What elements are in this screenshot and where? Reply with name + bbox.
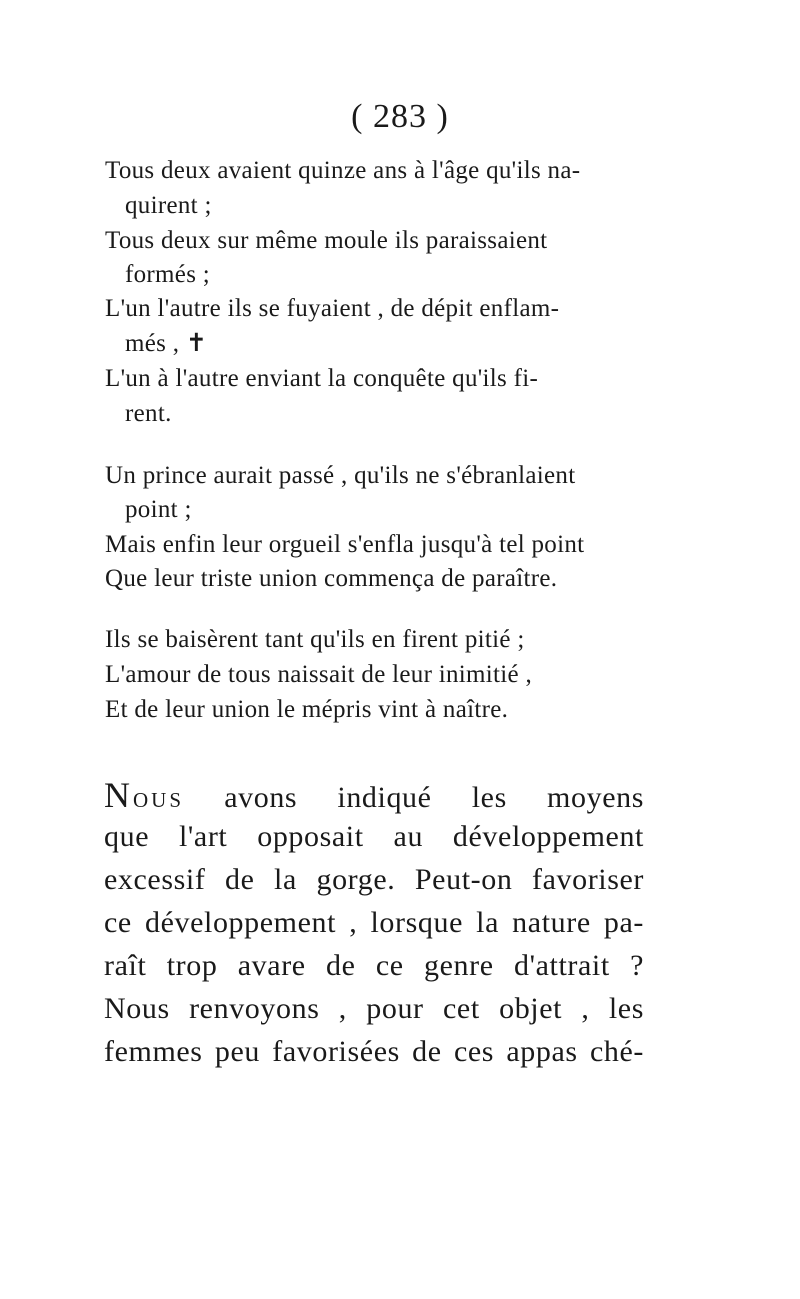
verse-line-continuation: formés ;: [125, 261, 211, 288]
opening-drop-cap: N: [104, 775, 133, 815]
prose-line: que l'art opposait au développement: [104, 820, 644, 853]
prose-line: excessif de la gorge. Peut-on favoriser: [104, 863, 644, 896]
verse-line: Tous deux sur même moule ils paraissaient: [105, 227, 548, 254]
verse-line: L'un l'autre ils se fuyaient , de dépit enflam-: [105, 295, 560, 322]
verse-line-continuation: point ;: [125, 496, 192, 523]
prose-line: ce développement , lorsque la nature pa-: [104, 906, 644, 939]
verse-line-continuation: més , ✝: [125, 330, 208, 357]
prose-first-line: [104, 777, 644, 813]
verse-line: Tous deux avaient quinze ans à l'âge qu'ils na-: [105, 157, 581, 184]
verse-line: L'amour de tous naissait de leur inimitié ,: [105, 661, 533, 688]
verse-line: Un prince aurait passé , qu'ils ne s'ébranlaient: [105, 462, 576, 489]
verse-line: Mais enfin leur orgueil s'enfla jusqu'à tel point: [105, 531, 585, 558]
prose-line: femmes peu favorisées de ces appas ché-: [104, 1035, 644, 1068]
verse-line: Que leur triste union commença de paraître.: [105, 565, 558, 592]
verse-line: L'un à l'autre enviant la conquête qu'ils fi-: [105, 365, 539, 392]
prose-opening-word: [104, 775, 185, 815]
verse-line: Ils se baisèrent tant qu'ils en firent pitié ;: [105, 626, 525, 653]
prose-line: raît trop avare de ce genre d'attrait ?: [104, 949, 644, 982]
opening-word-rest: ous: [133, 781, 185, 814]
verse-line-continuation: quirent ;: [125, 192, 212, 219]
verse-line: Et de leur union le mépris vint à naître.: [105, 696, 509, 723]
prose-line: Nous renvoyons , pour cet objet , les: [104, 992, 644, 1025]
verse-line-continuation: rent.: [125, 400, 172, 427]
page-number: ( 283 ): [351, 98, 449, 135]
prose-first-line-text: avons indiqué les moyens: [224, 781, 644, 814]
